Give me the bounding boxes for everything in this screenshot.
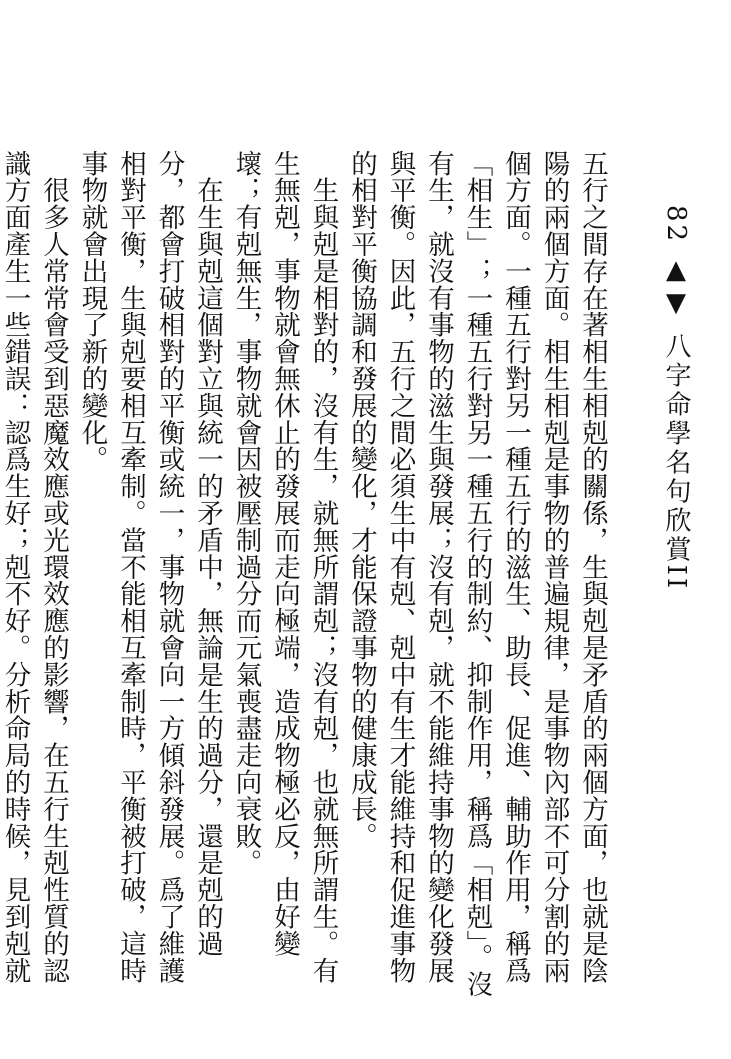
page-header: [656, 205, 696, 591]
paragraph-4: 很多人常常會受到惡魔效應或光環效應的影響，在五行生剋性質的認識方面產生一些錯誤：認爲生好；剋不好。分析命局的時候，見到剋就: [0, 150, 69, 984]
page-number: 82: [661, 205, 691, 245]
book-title: 八字命學名句欣賞II: [661, 332, 691, 592]
body-text: [0, 150, 611, 1000]
up-down-arrows-icon: ▲▼: [661, 255, 691, 322]
paragraph-1: 五行之間存在著相生相剋的關係，生與剋是矛盾的兩個方面，也就是陰陽的兩個方面。相生相剋是事物的普遍規律，是事物內部不可分割的兩個方面。一種五行對另一種五行的滋生、助長、促進、輔助作用，稱爲「相生」；一種五行對另一種五行的制約、抑制作用，稱爲「相剋」。沒有生，就沒有事物的滋生與發展；沒有剋，就不能維持事物的變化發展與平衡。因此，五行之間必須生中有剋、剋中有生才能維持和促進事物的相對平衡協調和發展的變化，才能保證事物的健康成長。: [346, 150, 608, 998]
paragraph-2: 生與剋是相對的，沒有生，就無所謂剋；沒有剋，也就無所謂生。有生無剋，事物就會無休止的發展而走向極端，造成物極必反，由好變壞；有剋無生，事物就會因被壓制過分而元氣喪盡走向衰敗。: [230, 150, 339, 984]
paragraph-3: 在生與剋這個對立與統一的矛盾中，無論是生的過分，還是剋的過分，都會打破相對的平衡或統一，事物就會向一方傾斜發展。爲了維護相對平衡，生與剋要相互牽制。當不能相互牽制時，平衡被打破，這時事物就會出現了新的變化。: [76, 150, 223, 984]
